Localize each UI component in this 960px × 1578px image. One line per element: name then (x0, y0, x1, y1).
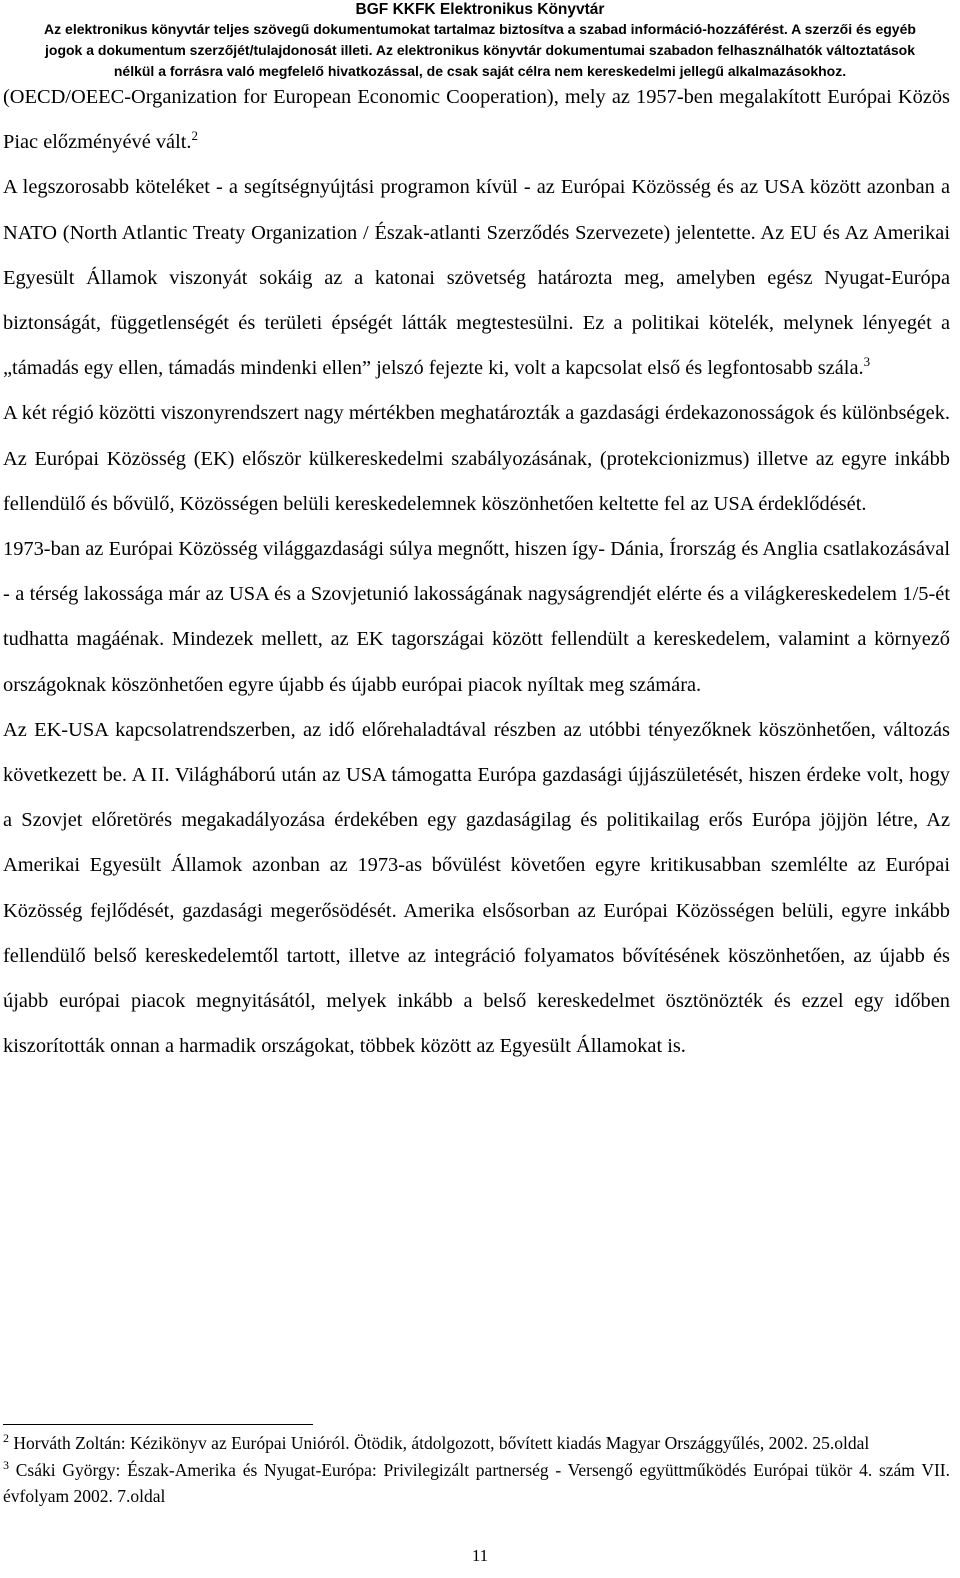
footnote-ref-3[interactable]: 3 (863, 354, 871, 370)
library-notice-line-2: jogok a dokumentum szerzőjét/tulajdonosát illeti. Az elektronikus könyvtár dokumentumai szabadon felhasználhatók változtatások (45, 42, 915, 58)
library-header (0, 0, 960, 82)
paragraph-1973: 1973-ban az Európai Közösség világgazdasági súlya megnőtt, hiszen így- Dánia, Írország és Anglia csatlakozásával - a térség lakossága már az USA és a Szovjetunió lakosságának nagyságrendjét elérte és a világkereskedelem 1/5-ét tudhatta magáénak. Mindezek mellett, az EK tagországai között fellendült a kereskedelem, valamint a környező országoknak köszönhetően egyre újabb és újabb európai piacok nyíltak meg számára. (3, 538, 950, 696)
paragraph-nato-text: A legszorosabb köteléket - a segítségnyújtási programon kívül - az Európai Közösség és az USA között azonban a NATO (North Atlantic Treaty Organization / Észak-atlanti Szerződés Szervezete) jelentette. Az EU és Az Amerikai Egyesült Államok viszonyát sokáig az a katonai szövetség határozta meg, amelyben egész Nyugat-Európa biztonságát, függetlenségét és területi épségét látták megtestesülni. Ez a politikai kötelék, melynek lényegét a „támadás egy ellen, támadás mindenki ellen” jelszó fejezte ki, volt a kapcsolat első és legfontosabb szála. (3, 176, 950, 380)
library-title: BGF KKFK Elektronikus Könyvtár (355, 1, 605, 18)
page-number: 11 (471, 1546, 489, 1565)
footnote-2 (3, 1430, 950, 1457)
footnote-marker-2: 2 (3, 1431, 9, 1446)
footnote-3 (3, 1457, 950, 1510)
library-notice-line-3: nélkül a forrásra való megfelelő hivatkozással, de csak saját célra nem kereskedelmi jellegű alkalmazásokhoz. (113, 63, 847, 79)
footnotes (3, 1430, 950, 1510)
paragraph-economic-interests: A két régió közötti viszonyrendszert nagy mértékben meghatározták a gazdasági érdekazonosságok és különbségek. Az Európai Közösség (EK) először külkereskedelmi szabályozásának, (protekcionizmus) illetve az egyre inkább fellendülő és bővülő, Közösségen belüli kereskedelemnek köszönhetően keltette fel az USA érdeklődését. (3, 402, 950, 515)
document-body (3, 75, 950, 1069)
paragraph-nato (3, 165, 950, 391)
footnote-marker-3: 3 (3, 1457, 9, 1472)
paragraph-ek-usa-relations: Az EK-USA kapcsolatrendszerben, az idő előrehaladtával részben az utóbbi tényezőknek köszönhetően, változás következett be. A II. Világháború után az USA támogatta Európa gazdasági újjászületését, hiszen érdeke volt, hogy a Szovjet előretörés megakadályozása érdekében egy gazdaságilag és politikailag erős Európa jöjjön létre, Az Amerikai Egyesült Államok azonban az 1973-as bővülést követően egyre kritikusabban szemlélte az Európai Közösség fejlődését, gazdasági megerősödését. Amerika elsősorban az Európai Közösségen belüli, egyre inkább fellendülő belső kereskedelemtől tartott, illetve az integráció folyamatos bővítésének köszönhetően, az újabb és újabb európai piacok megnyitásától, melyek inkább a belső kereskedelmet ösztönözték és ezzel egy időben kiszorították onnan a harmadik országokat, többek között az Egyesült Államokat is. (3, 718, 950, 1058)
paragraph-oecd (3, 75, 950, 165)
footnote-2-text: Horváth Zoltán: Kézikönyv az Európai Unióról. Ötödik, átdolgozott, bővített kiadás Magyar Országgyűlés, 2002. 25.oldal (9, 1433, 870, 1453)
footnote-separator (3, 1424, 313, 1425)
footnote-3-text: Csáki György: Észak-Amerika és Nyugat-Európa: Privilegizált partnerség - Versengő együttműködés Európai tükör 4. szám VII. évfolyam 2002. 7.oldal (3, 1459, 950, 1506)
footnote-ref-2[interactable]: 2 (191, 128, 199, 144)
paragraph-oecd-text: (OECD/OEEC-Organization for European Economic Cooperation), mely az 1957-ben megalakított Európai Közös Piac előzményévé vált. (3, 86, 950, 154)
library-notice-line-1: Az elektronikus könyvtár teljes szövegű dokumentumokat tartalmaz biztosítva a szabad információ-hozzáférést. A szerzői és egyéb (44, 21, 916, 37)
